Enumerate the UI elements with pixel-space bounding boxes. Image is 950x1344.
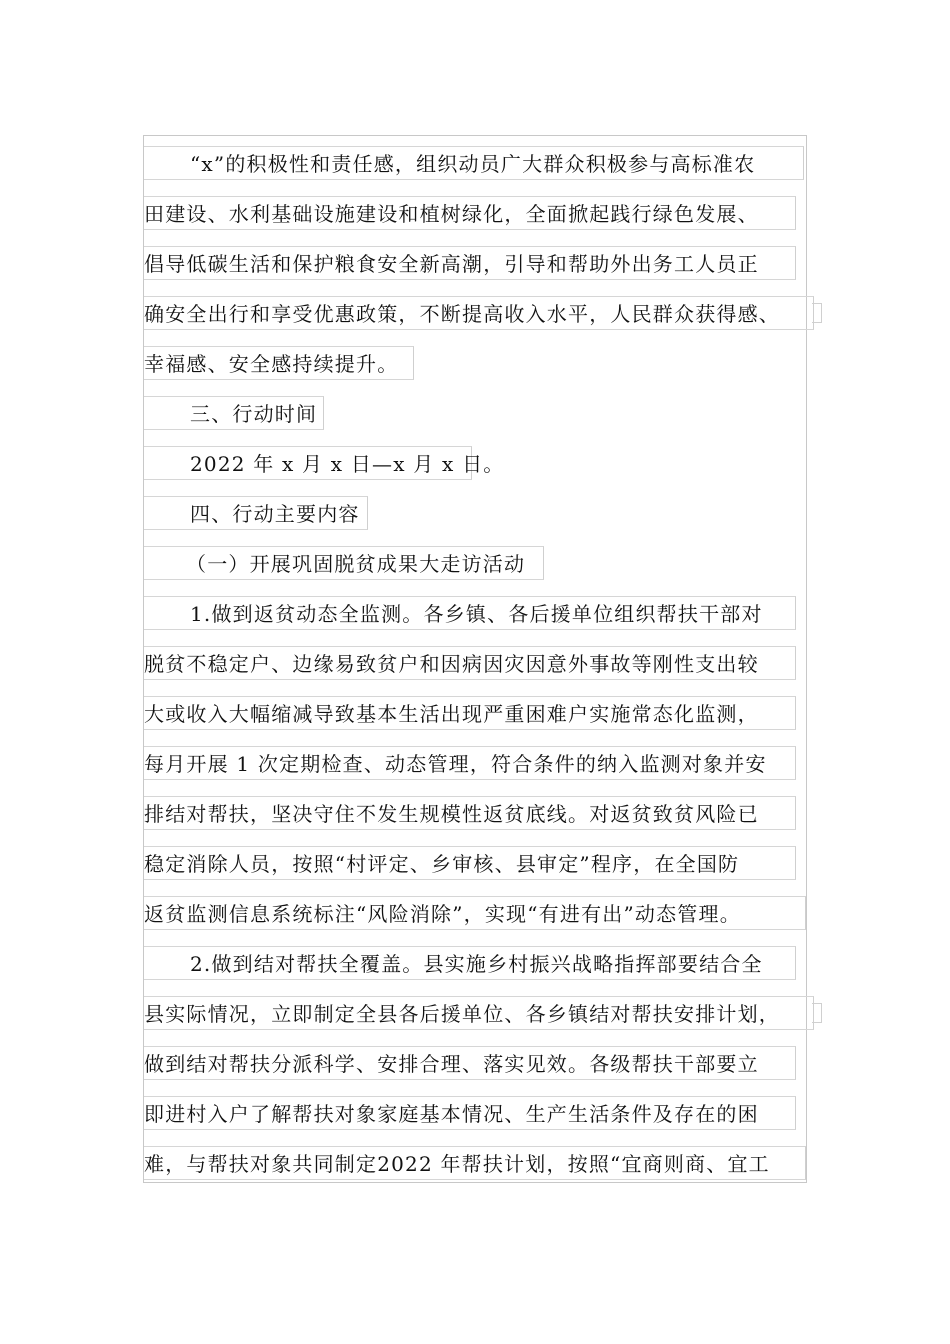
section-text: 2022 年 x 月 x 日—x 月 x 日。 — [144, 446, 472, 480]
paragraph-line: 稳定消除人员，按照“村评定、乡审核、县审定”程序，在全国防 — [144, 846, 796, 880]
section-heading: 四、行动主要内容 — [144, 496, 368, 530]
paragraph-line: 脱贫不稳定户、边缘易致贫户和因病因灾因意外事故等刚性支出较 — [144, 646, 796, 680]
paragraph-line: 做到结对帮扶分派科学、安排合理、落实见效。各级帮扶干部要立 — [144, 1046, 796, 1080]
paragraph-line: 倡导低碳生活和保护粮食安全新高潮，引导和帮助外出务工人员正 — [144, 246, 796, 280]
paragraph-line: 排结对帮扶，坚决守住不发生规模性返贫底线。对返贫致贫风险已 — [144, 796, 796, 830]
paragraph-line: 难，与帮扶对象共同制定2022 年帮扶计划，按照“宜商则商、宜工 — [144, 1146, 806, 1180]
paragraph-line: 2.做到结对帮扶全覆盖。县实施乡村振兴战略指挥部要结合全 — [144, 946, 796, 980]
section-heading: 三、行动时间 — [144, 396, 324, 430]
paragraph-line: 大或收入大幅缩减导致基本生活出现严重困难户实施常态化监测， — [144, 696, 796, 730]
subsection-heading: （一）开展巩固脱贫成果大走访活动 — [144, 546, 544, 580]
paragraph-line: 每月开展 1 次定期检查、动态管理，符合条件的纳入监测对象并安 — [144, 746, 796, 780]
paragraph-line: 幸福感、安全感持续提升。 — [144, 346, 414, 380]
line-stub — [812, 303, 822, 323]
paragraph-line: 确安全出行和享受优惠政策，不断提高收入水平，人民群众获得感、 — [144, 296, 814, 330]
line-stub — [812, 1003, 822, 1023]
paragraph-line: 返贫监测信息系统标注“风险消除”，实现“有进有出”动态管理。 — [144, 896, 806, 930]
paragraph-line: 1.做到返贫动态全监测。各乡镇、各后援单位组织帮扶干部对 — [144, 596, 796, 630]
paragraph-line: 县实际情况，立即制定全县各后援单位、各乡镇结对帮扶安排计划， — [144, 996, 814, 1030]
paragraph-line: “x”的积极性和责任感，组织动员广大群众积极参与高标准农 — [144, 146, 804, 180]
paragraph-line: 即进村入户了解帮扶对象家庭基本情况、生产生活条件及存在的困 — [144, 1096, 796, 1130]
paragraph-line: 田建设、水利基础设施建设和植树绿化，全面掀起践行绿色发展、 — [144, 196, 796, 230]
